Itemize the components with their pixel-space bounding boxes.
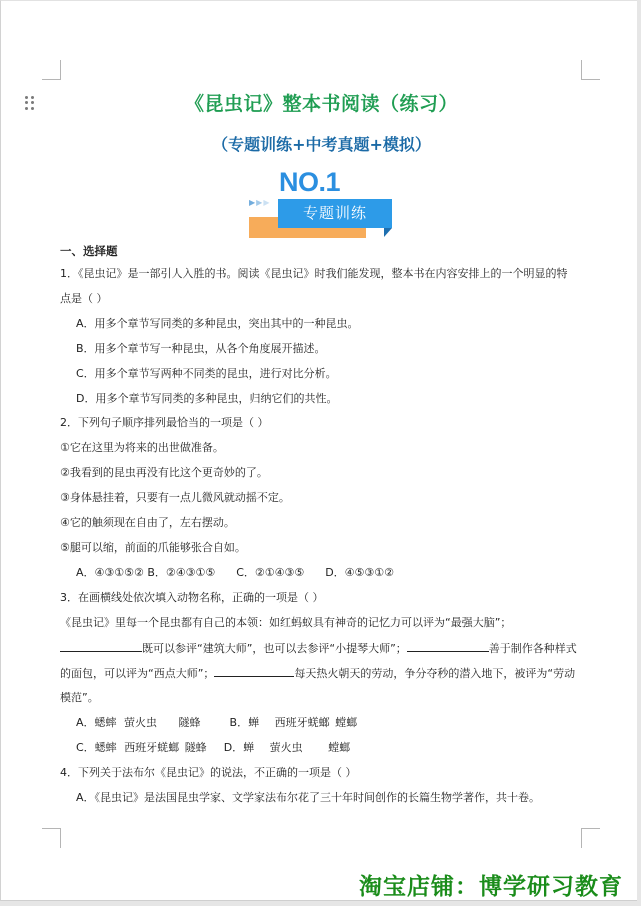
margin-corner-mark — [42, 828, 61, 848]
question-3-passage-line1: 《昆虫记》里每一个昆虫都有自己的本领：如红蚂蚁具有神奇的记忆力可以评为“最强大脑”； — [60, 616, 512, 629]
badge-number: NO.1 — [279, 167, 341, 197]
arrow-dots-icon: ▶▶▶ — [249, 198, 271, 207]
document-subtitle: （专题训练+中考真题+模拟） — [212, 135, 431, 154]
badge-fold-corner — [384, 228, 392, 237]
question-3-options-row2: C．蟋蟀 西班牙蜣螂 隧蜂 D．蝉 萤火虫 螳螂 — [76, 741, 351, 754]
question-2-option-b: B．②④③①⑤ — [147, 566, 216, 579]
question-2-option-d: D．④⑤③①② — [325, 566, 394, 579]
footer-brand-watermark: 淘宝店铺：博学研习教育 — [359, 874, 623, 900]
document-title: 《昆虫记》整本书阅读（练习） — [184, 93, 458, 115]
question-2-option-c: C．②①④③⑤ — [236, 566, 305, 579]
margin-corner-mark — [581, 60, 600, 80]
question-1-option-a: A．用多个章节写同类的多种昆虫，突出其中的一种昆虫。 — [76, 317, 359, 330]
question-2-sentence-3: ③身体悬挂着，只要有一点儿微风就动摇不定。 — [60, 491, 290, 504]
question-2-option-a: A．④③①⑤② — [76, 566, 144, 579]
question-1-stem: 1．《昆虫记》是一部引人入胜的书。阅读《昆虫记》时我们能发现，整本书在内容安排上的一个明显的特 — [60, 267, 568, 280]
question-4-stem: 4．下列关于法布尔《昆虫记》的说法，不正确的一项是（ ） — [60, 766, 357, 779]
question-3-stem: 3．在画横线处依次填入动物名称，正确的一项是（ ） — [60, 591, 324, 604]
question-1-option-b: B．用多个章节写一种昆虫，从各个角度展开描述。 — [76, 342, 326, 355]
question-2-sentence-4: ④它的触须现在自由了，左右摆动。 — [60, 516, 235, 529]
fill-blank — [407, 640, 489, 652]
question-2-stem: 2．下列句子顺序排列最恰当的一项是（ ） — [60, 416, 269, 429]
question-3-passage-line3: 的面包，可以评为“西点大师”； 每天热火朝天的劳动，争分夺秒的潜入地下，被评为“劳动 — [60, 667, 576, 680]
badge-label: 专题训练 — [278, 199, 392, 228]
question-1-stem-cont: 点是（ ） — [60, 292, 108, 305]
question-3-passage-line2: 既可以参评“建筑大师”，也可以去参评“小提琴大师”； 善于制作各种样式 — [60, 640, 577, 657]
margin-corner-mark — [581, 828, 600, 848]
question-3-passage-line4: 模范”。 — [60, 691, 99, 704]
question-1-option-d: D．用多个章节写同类的多种昆虫，归纳它们的共性。 — [76, 392, 338, 405]
margin-corner-mark — [42, 60, 61, 80]
section-badge — [247, 167, 397, 241]
question-2-sentence-5: ⑤腿可以缩，前面的爪能够张合自如。 — [60, 541, 246, 554]
question-2-sentence-1: ①它在这里为将来的出世做准备。 — [60, 441, 224, 454]
question-3-options-row1: A．蟋蟀 萤火虫 隧蜂 B．蝉 西班牙蜣螂 螳螂 — [76, 716, 358, 729]
question-2-options — [76, 565, 394, 581]
question-1-option-c: C．用多个章节写两种不同类的昆虫，进行对比分析。 — [76, 367, 337, 380]
fill-blank — [60, 640, 142, 652]
question-4-option-a: A．《昆虫记》是法国昆虫学家、文学家法布尔花了三十年时间创作的长篇生物学著作，共十卷。 — [76, 791, 541, 804]
fill-blank — [214, 665, 294, 677]
question-2-sentence-2: ②我看到的昆虫再没有比这个更奇妙的了。 — [60, 466, 268, 479]
section-heading: 一、选择题 — [60, 244, 118, 258]
